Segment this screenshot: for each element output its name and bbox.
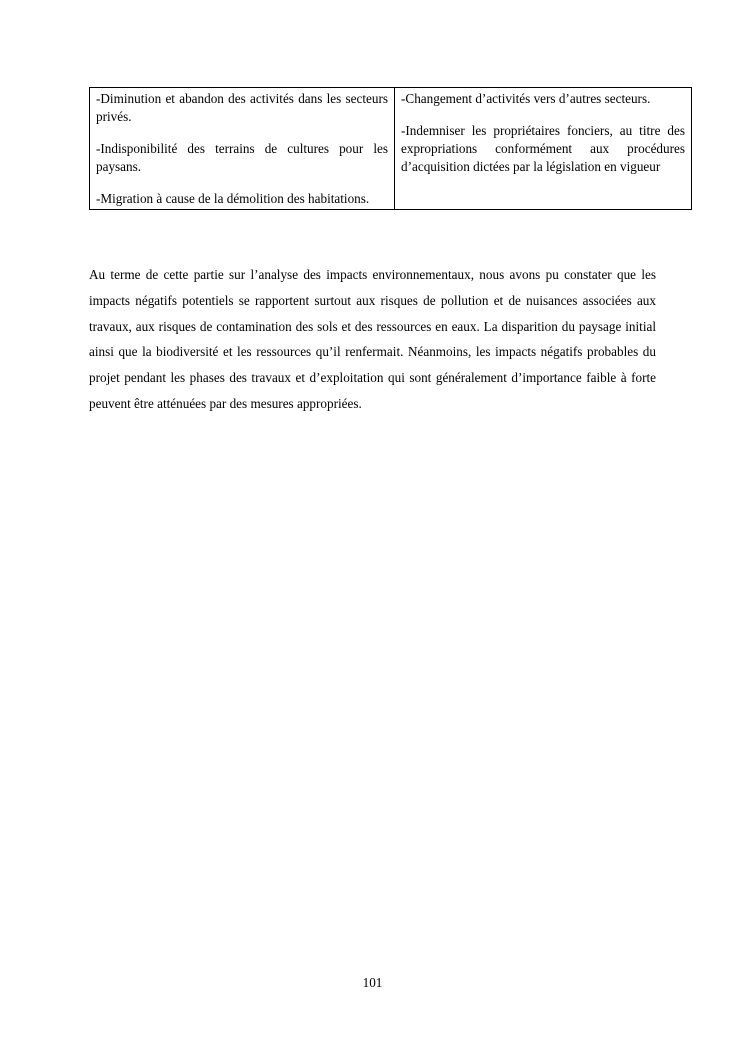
table-row xyxy=(90,88,692,210)
conclusion-paragraph: Au terme de cette partie sur l’analyse des impacts environnementaux, nous avons pu constater que les impacts négatifs potentiels se rapportent surtout aux risques de pollution et de nuisances associées aux travaux, aux risques de contamination des sols et des ressources en eaux. La disparition du paysage initial ainsi que la biodiversité et les ressources qu’il renfermait. Néanmoins, les impacts négatifs probables du projet pendant les phases des travaux et d’exploitation qui sont généralement d’importance faible à forte peuvent être atténuées par des mesures appropriées. xyxy=(89,267,656,411)
impact-item-land: -Indisponibilité des terrains de cultures pour les paysans. xyxy=(96,141,388,174)
impact-item-activities: -Diminution et abandon des activités dans les secteurs privés. xyxy=(96,91,388,124)
impacts-cell xyxy=(90,88,395,210)
measure-item-compensation: -Indemniser les propriétaires fonciers, au titre des expropriations conformément aux procédures d’acquisition dictées par la législation en vigueur xyxy=(401,123,685,174)
impacts-measures-table xyxy=(89,87,692,210)
page-number: 101 xyxy=(362,975,383,990)
impact-item-migration: -Migration à cause de la démolition des habitations. xyxy=(96,191,370,206)
measures-cell xyxy=(395,88,692,210)
measure-item-change: -Changement d’activités vers d’autres secteurs. xyxy=(401,91,651,106)
